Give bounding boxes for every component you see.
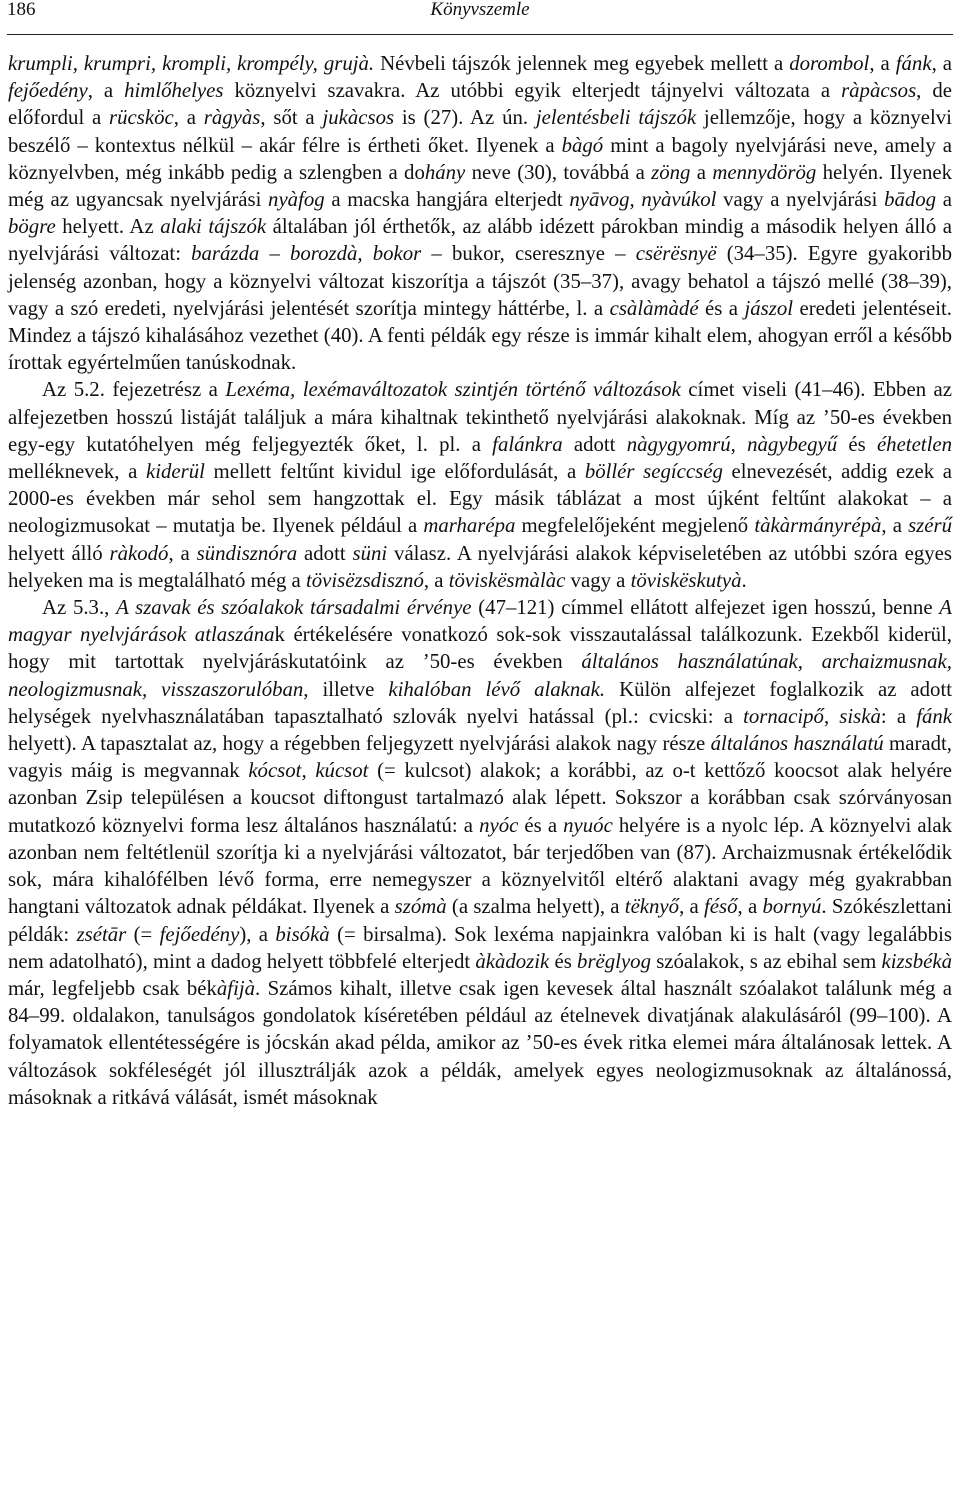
- italic-term: bādog: [884, 188, 937, 212]
- text-run: : a: [880, 704, 917, 728]
- italic-term: jelentésbeli tájszók: [535, 106, 697, 130]
- text-run: helyett). A tapasztalat az, hogy a régebben feljegyzett nyelvjárási alakok nagy része: [8, 732, 711, 756]
- italic-term: fánk: [916, 704, 952, 728]
- text-run: már, legfeljebb csak bék: [8, 976, 217, 1000]
- italic-term: nyàfog: [268, 188, 325, 212]
- text-run: illetve: [308, 677, 389, 701]
- italic-term: nàgygyomrú: [626, 432, 731, 456]
- italic-term: marharépa: [423, 514, 516, 538]
- italic-term: kihalóban lévő alaknak.: [388, 677, 606, 701]
- text-run: , a: [869, 52, 896, 75]
- italic-term: tövisëzsdisznó: [305, 568, 424, 592]
- italic-term: zöng: [651, 160, 691, 184]
- text-run: – bukor, cseresznye –: [421, 242, 636, 266]
- text-run: és: [549, 949, 578, 973]
- italic-term: szérű: [908, 514, 952, 538]
- italic-term: bàgó: [561, 133, 604, 157]
- text-run: .: [741, 568, 747, 592]
- italic-term: süni: [352, 541, 388, 565]
- italic-term: zsétār: [76, 922, 127, 946]
- italic-term: tàkàrmányrépà: [754, 514, 882, 538]
- italic-term: A szavak és szóalakok társadalmi érvénye: [116, 596, 472, 620]
- text-run: , a: [679, 895, 705, 919]
- text-run: , a: [737, 895, 763, 919]
- italic-term: Lexéma, lexémaváltozatok szintjén történő változások: [225, 378, 681, 402]
- text-run: Az 5.3.,: [42, 596, 117, 620]
- text-run: adott: [562, 432, 627, 456]
- text-run: . Szókészlettani példák:: [8, 895, 952, 946]
- italic-term: A magyar nyelvjárások atlaszána: [8, 596, 952, 647]
- text-run: helyén. Ilyenek még az ugyancsak nyelvjárási: [8, 160, 952, 212]
- running-title: Könyvszemle: [430, 0, 530, 20]
- italic-term: àfijà: [216, 976, 256, 1000]
- text-run: , a: [881, 514, 909, 538]
- text-run: a macska hangjára elterjedt: [324, 188, 570, 212]
- italic-term: àkàdozik: [475, 949, 550, 973]
- text-run: helyett. Az: [55, 215, 161, 239]
- italic-term: krumpli, krumpri, krompli, krompély, grujà.: [8, 52, 375, 75]
- text-run: Külön alfejezet foglalkozik az adott helységek nyelvhasználatában tapasztalható szlovák nyelvi hatással (pl.: cvicski: a: [8, 677, 953, 728]
- text-run: megfelelőjeként megjelenő: [515, 514, 755, 538]
- italic-term: himlőhelyes: [124, 79, 224, 103]
- text-run: (a szalma helyett), a: [446, 895, 625, 919]
- italic-term: töviskëskutyà: [630, 568, 742, 592]
- text-run: helyett álló: [8, 541, 110, 565]
- italic-term: fejőedény: [8, 79, 88, 103]
- text-run: , de előfordul a: [8, 79, 952, 130]
- text-run: ,: [823, 704, 840, 728]
- text-run: köznyelvi szavakra. Az utóbbi egyik elterjedt tájnyelvi változata a: [223, 79, 842, 103]
- text-run: Névbeli tájszók jelennek meg egyebek mellett a: [374, 52, 790, 75]
- italic-term: fánk: [895, 52, 932, 75]
- italic-term: tornacipő: [743, 704, 824, 728]
- paragraph: [8, 50, 952, 376]
- text-run: , a: [423, 568, 449, 592]
- text-run: mellett feltűnt kividul ige előfordulását, a: [204, 460, 585, 484]
- text-run: (34–35). Egyre gyakoribb jelenség azonban, hogy a köznyelvi változat kiszorítja a tájszót (35–37), avagy behatol a tájszó mellé (38–39), vagy a szó eredeti, nyelvjárási jelentését szorítja mintegy háttérbe, l. a: [8, 242, 953, 320]
- italic-term: bisókà: [275, 922, 330, 946]
- italic-term: dorombol: [789, 52, 870, 75]
- italic-term: bögre: [8, 215, 56, 239]
- italic-term: nyāvog, nyàvúkol: [569, 188, 717, 212]
- text-run: és a: [698, 296, 745, 320]
- text-run: adott: [297, 541, 353, 565]
- paragraph: [8, 376, 952, 594]
- text-run: is (27). Az ún.: [394, 106, 536, 130]
- text-run: szóalakok, s az ebihal sem: [650, 949, 882, 973]
- review-body-text: [8, 50, 952, 1111]
- italic-term: falánkra: [492, 432, 563, 456]
- italic-term: nyuóc: [563, 813, 613, 837]
- text-run: és: [837, 432, 877, 456]
- italic-term: sündisznóra: [196, 541, 298, 565]
- italic-term: éhetetlen: [876, 432, 952, 456]
- italic-term: töviskësmàlàc: [448, 568, 566, 592]
- text-run: vagy a: [565, 568, 631, 592]
- italic-term: általános használatúnak, archaizmusnak, neologizmusnak, visszaszorulóban,: [8, 650, 952, 701]
- italic-term: rücsköс: [109, 106, 174, 130]
- text-run: válasz. A nyelvjárási alakok képviseletében az utóbbi szóra egyes helyeken ma is megtalálható még a: [8, 541, 952, 592]
- italic-term: borozdà, bokor: [290, 242, 422, 266]
- italic-term: hány: [424, 160, 466, 184]
- text-run: melléknevek, a: [8, 460, 146, 484]
- page-header: [7, 0, 953, 35]
- italic-term: nàgybegyű: [747, 432, 838, 456]
- text-run: , a: [87, 79, 125, 103]
- italic-term: kócsot, kúcsot: [248, 759, 369, 783]
- text-run: eredeti jelentéseit. Mindez a tájszó kihalásához vezethet (40). A fenti példák egy része is immár kihalt elem, ahogyan erről a később írottak egyértelműen tanúskodnak.: [8, 296, 952, 375]
- text-run: . Számos kihalt, illetve csak igen kevesek által használt szóalakot találunk még a 84–99. oldalakon, tanulságos gondolatok kíséretében például az ételnevek divatjának alakulásáról (99–100). A folyamatok ellentétességére is jócskán akad példa, amikor az ’50-es évek ritka elemei mára általánosak lettek. A változások sokféleségét jól illusztrálják azok a példák, amelyek egyes neologizmusoknak az általánossá, másoknak a ritkává válását, ismét másoknak: [8, 976, 952, 1109]
- text-run: elnevezését, addig ezek a 2000-es években már sehol sem hangzottak el. Egy másik táblázat a most újként feltűnt alakokat – a neologizmusokat – mutatja be. Ilyenek például a: [8, 460, 952, 538]
- text-run: címet viseli (41–46). Ebben az alfejezetben hosszú listáját találjuk a mára kihaltnak tekinthető nyelvjárási alakoknak. Míg az ’50-es években egy-egy kutatóhelyen még feljegyezték őket, l. pl. a: [8, 378, 953, 456]
- text-run: neve (30), továbbá a: [465, 160, 652, 184]
- italic-term: csërësnyë: [635, 242, 717, 266]
- text-run: jellemzője, hogy a köznyelvi beszélő – kontextus nélkül – akár félre is értheti őket. Ilyenek a: [8, 106, 952, 157]
- italic-term: csàlàmàdé: [609, 296, 699, 320]
- text-run: általában jól érthetők, az alább idézett párokban mindig a második helyen álló a nyelvjárási változat:: [8, 215, 952, 266]
- italic-term: féső: [704, 895, 738, 919]
- italic-term: ràgyàs: [203, 106, 261, 130]
- text-run: Az 5.2. fejezetrész a: [42, 378, 226, 402]
- text-run: (= birsalma). Sok lexéma napjainkra valóban ki is halt (vagy legalábbis nem adatolható), mint a dadog helyett többfelé elterjedt: [8, 922, 952, 973]
- italic-term: jászol: [744, 296, 794, 320]
- italic-term: siskà: [839, 704, 881, 728]
- italic-term: jukàcsos: [322, 106, 395, 130]
- text-run: (= kulcsot) alakok; a korábbi, az o-t kettőző koocsot alak helyére azonban Zsip településen a koucsot diftongust tartalmazó alak lépett. Sokszor a korábban csak szórványosan mutatkozó köznyelvi forma lesz általános használatú: a: [8, 759, 952, 837]
- italic-term: tëknyő: [624, 895, 680, 919]
- text-run: és a: [518, 813, 564, 837]
- text-run: ), a: [239, 922, 276, 946]
- paragraph: [8, 594, 952, 1111]
- italic-term: ràkodó: [109, 541, 169, 565]
- italic-term: mennydörög: [712, 160, 817, 184]
- italic-term: fejőedény: [159, 922, 240, 946]
- italic-term: brëglyog: [577, 949, 651, 973]
- text-run: a: [936, 188, 952, 212]
- text-run: ,: [730, 432, 748, 456]
- italic-term: bornyú: [762, 895, 822, 919]
- italic-term: alaki tájszók: [160, 215, 267, 239]
- italic-term: böllér segíccség: [584, 460, 723, 484]
- text-run: vagy a nyelvjárási: [716, 188, 885, 212]
- italic-term: kiderül: [145, 460, 205, 484]
- text-run: , a: [931, 52, 952, 75]
- text-run: helyére is a nyolc lép. A köznyelvi alak azonban nem feltétlenül szorítja ki a nyelvjárási változatot, bár terjedőben van (87). Archaizmusnak értékelődik sok, mára kihalófélben lévő forma, erre nemegyszer a köznyelvitől eltérő alaktani avagy még gyakrabban hangtani változatok adnak példákat. Ilyenek a: [8, 813, 952, 919]
- italic-term: szómà: [394, 895, 447, 919]
- italic-term: általános használatú: [710, 732, 884, 756]
- italic-term: nyóc: [479, 813, 519, 837]
- text-run: , sőt a: [260, 106, 323, 130]
- text-run: –: [259, 242, 290, 266]
- text-run: , a: [168, 541, 197, 565]
- text-run: , a: [173, 106, 204, 130]
- italic-term: barázda: [191, 242, 260, 266]
- text-run: a: [690, 160, 713, 184]
- page-number: 186: [7, 0, 36, 20]
- italic-term: kizsbékà: [881, 949, 952, 973]
- text-run: k értékelésére vonatkozó sok-sok visszautalással találkozunk. Ezekből kiderül, hogy mit tartottak nyelvjáráskutatóink az ’50-es években: [8, 623, 952, 674]
- italic-term: ràpàcsos: [841, 79, 917, 103]
- text-run: (=: [126, 922, 160, 946]
- text-run: (47–121) címmel ellátott alfejezet igen hosszú, benne: [471, 596, 940, 620]
- text-run: mint a bagoly nyelvjárási neve, amely a köznyelvben, még inkább pedig a szlengben a do: [8, 133, 952, 184]
- text-run: maradt, vagyis máig is megvannak: [8, 732, 952, 783]
